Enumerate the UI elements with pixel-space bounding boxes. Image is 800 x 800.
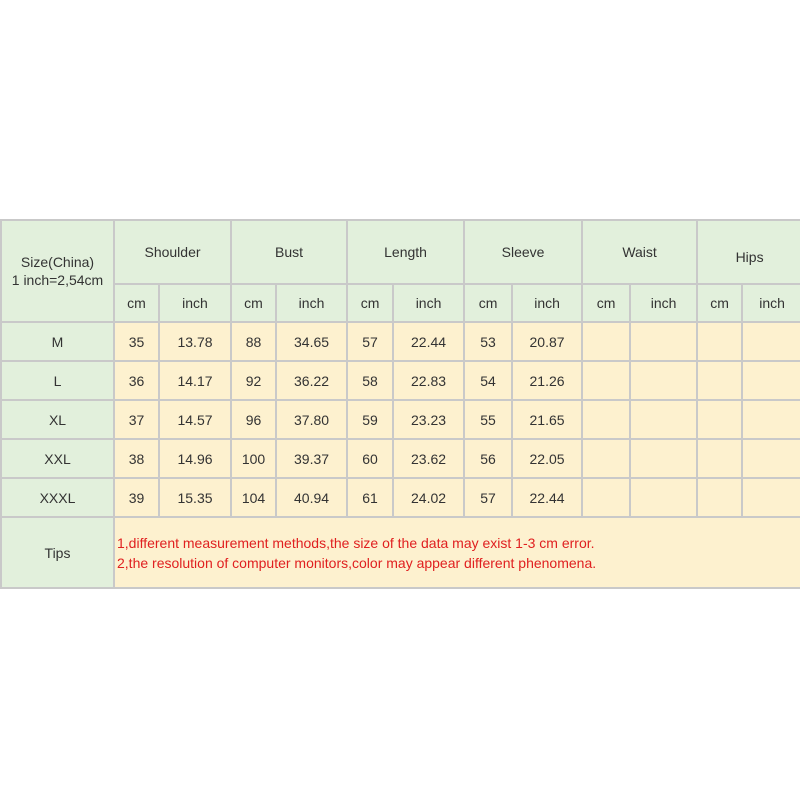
tips-row	[1, 517, 800, 588]
tips-label: Tips	[1, 517, 114, 588]
value-cell: 39	[114, 478, 159, 517]
value-cell	[582, 478, 630, 517]
value-cell: 21.26	[512, 361, 582, 400]
value-cell	[697, 361, 742, 400]
value-cell	[742, 400, 800, 439]
table-row	[1, 400, 800, 439]
value-cell	[630, 478, 697, 517]
size-chart	[0, 219, 800, 589]
value-cell: 56	[464, 439, 512, 478]
value-cell: 37.80	[276, 400, 347, 439]
group-header-length: Length	[347, 220, 464, 284]
unit-header: cm	[231, 284, 276, 322]
value-cell: 39.37	[276, 439, 347, 478]
value-cell: 36	[114, 361, 159, 400]
value-cell: 38	[114, 439, 159, 478]
value-cell: 14.17	[159, 361, 231, 400]
value-cell: 23.23	[393, 400, 464, 439]
value-cell: 14.57	[159, 400, 231, 439]
size-cell: XXL	[1, 439, 114, 478]
value-cell	[582, 361, 630, 400]
value-cell: 54	[464, 361, 512, 400]
value-cell	[742, 361, 800, 400]
value-cell: 22.44	[393, 322, 464, 361]
value-cell: 92	[231, 361, 276, 400]
group-header-sleeve: Sleeve	[464, 220, 582, 284]
value-cell: 34.65	[276, 322, 347, 361]
size-cell: XL	[1, 400, 114, 439]
value-cell: 24.02	[393, 478, 464, 517]
value-cell: 40.94	[276, 478, 347, 517]
value-cell: 36.22	[276, 361, 347, 400]
value-cell: 22.83	[393, 361, 464, 400]
value-cell: 14.96	[159, 439, 231, 478]
value-cell: 22.44	[512, 478, 582, 517]
value-cell	[742, 439, 800, 478]
value-cell	[697, 322, 742, 361]
value-cell: 100	[231, 439, 276, 478]
group-header-hips: Hips	[697, 220, 800, 284]
table-row	[1, 439, 800, 478]
tips-line-2: 2,the resolution of computer monitors,color may appear different phenomena.	[117, 554, 597, 571]
value-cell	[582, 439, 630, 478]
size-header-cell	[1, 220, 114, 322]
value-cell	[697, 478, 742, 517]
group-header-shoulder: Shoulder	[114, 220, 231, 284]
value-cell: 61	[347, 478, 393, 517]
group-header-waist: Waist	[582, 220, 697, 284]
value-cell: 57	[464, 478, 512, 517]
table-row	[1, 361, 800, 400]
value-cell	[582, 400, 630, 439]
size-header-line1: Size(China)	[20, 254, 95, 270]
value-cell: 15.35	[159, 478, 231, 517]
value-cell	[630, 361, 697, 400]
value-cell	[742, 322, 800, 361]
value-cell: 104	[231, 478, 276, 517]
value-cell	[630, 322, 697, 361]
value-cell: 13.78	[159, 322, 231, 361]
value-cell: 88	[231, 322, 276, 361]
unit-header: inch	[630, 284, 697, 322]
value-cell: 20.87	[512, 322, 582, 361]
header-row-units	[1, 284, 800, 322]
unit-header: cm	[464, 284, 512, 322]
value-cell: 57	[347, 322, 393, 361]
size-cell: L	[1, 361, 114, 400]
value-cell: 37	[114, 400, 159, 439]
value-cell	[582, 322, 630, 361]
value-cell: 59	[347, 400, 393, 439]
value-cell: 58	[347, 361, 393, 400]
value-cell: 96	[231, 400, 276, 439]
table-row	[1, 322, 800, 361]
group-header-bust: Bust	[231, 220, 347, 284]
size-cell: M	[1, 322, 114, 361]
value-cell	[697, 439, 742, 478]
tips-text-cell	[114, 517, 800, 588]
unit-header: inch	[159, 284, 231, 322]
value-cell: 21.65	[512, 400, 582, 439]
header-row-groups	[1, 220, 800, 284]
value-cell: 23.62	[393, 439, 464, 478]
size-cell: XXXL	[1, 478, 114, 517]
unit-header: inch	[512, 284, 582, 322]
unit-header: cm	[697, 284, 742, 322]
unit-header: cm	[582, 284, 630, 322]
size-header-line2: 1 inch=2,54cm	[11, 272, 104, 288]
value-cell	[630, 400, 697, 439]
unit-header: inch	[276, 284, 347, 322]
unit-header: inch	[393, 284, 464, 322]
value-cell	[630, 439, 697, 478]
unit-header: cm	[114, 284, 159, 322]
value-cell: 55	[464, 400, 512, 439]
value-cell: 35	[114, 322, 159, 361]
value-cell: 60	[347, 439, 393, 478]
table-row	[1, 478, 800, 517]
size-table	[0, 219, 800, 589]
unit-header: inch	[742, 284, 800, 322]
value-cell: 22.05	[512, 439, 582, 478]
value-cell	[697, 400, 742, 439]
value-cell	[742, 478, 800, 517]
tips-line-1: 1,different measurement methods,the size of the data may exist 1-3 cm error.	[117, 534, 595, 551]
unit-header: cm	[347, 284, 393, 322]
value-cell: 53	[464, 322, 512, 361]
